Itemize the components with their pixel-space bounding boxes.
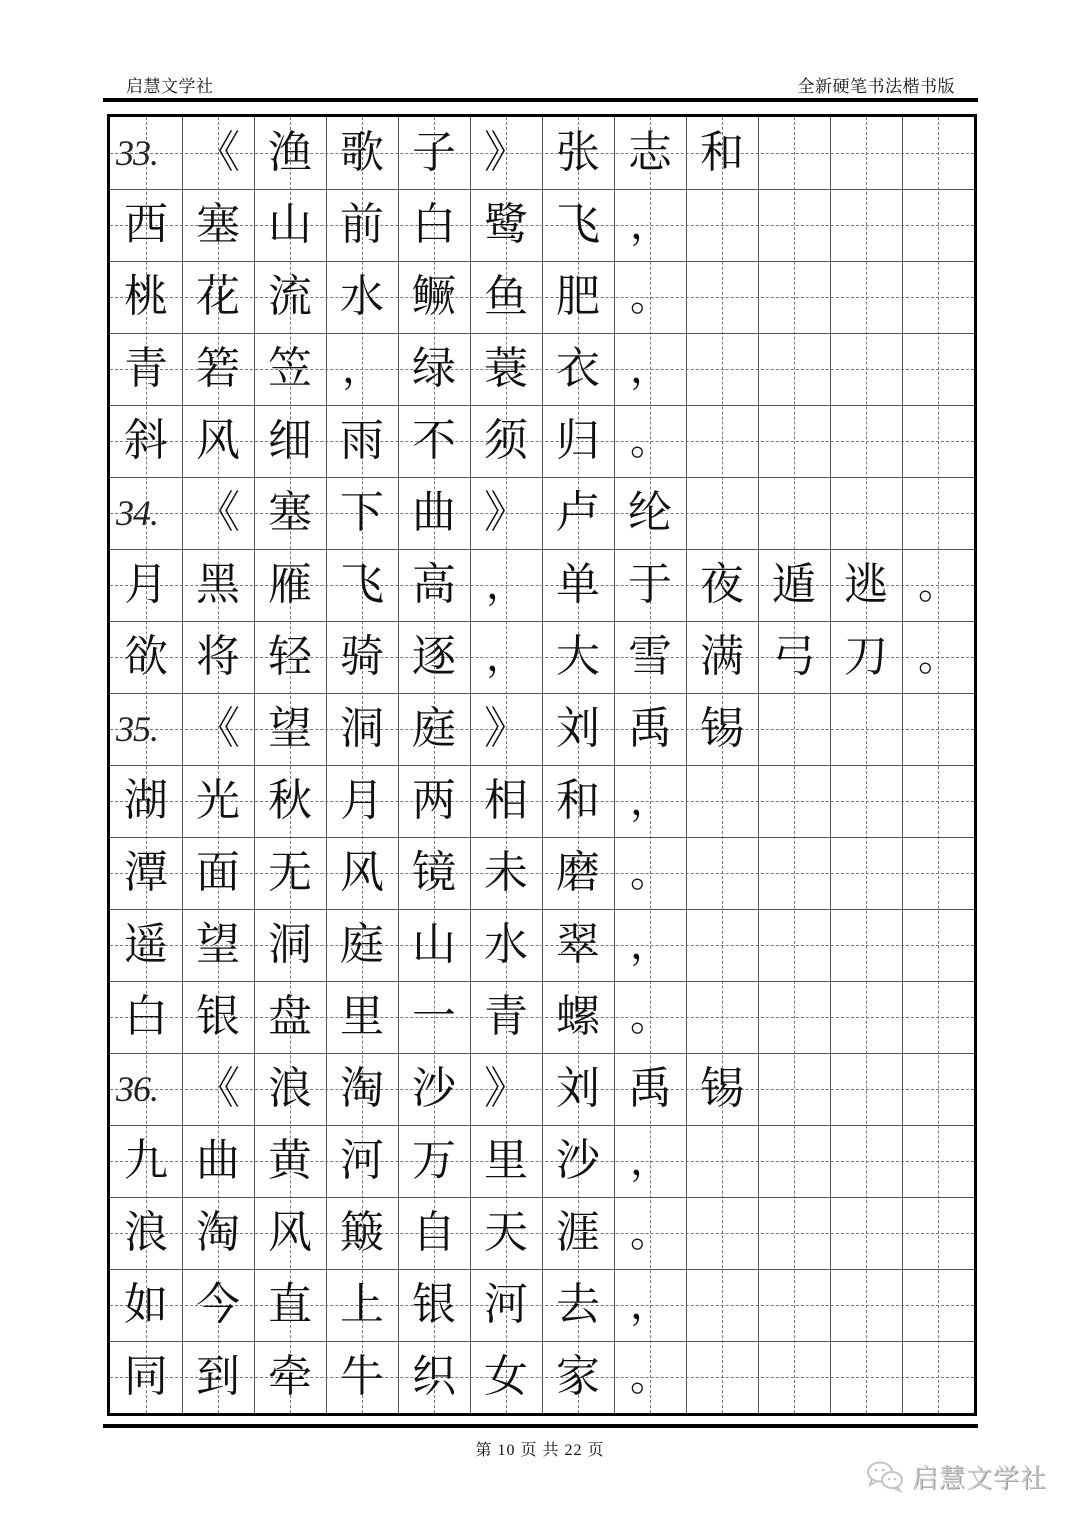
grid-cell: 大	[556, 631, 600, 682]
grid-cell: 细	[268, 415, 312, 466]
grid-cell: 锡	[700, 703, 744, 754]
grid-cell: 飞	[340, 559, 384, 610]
grid-cell: 风	[268, 1207, 312, 1258]
grid-cell: 直	[268, 1279, 312, 1330]
grid-cell: 上	[340, 1279, 384, 1330]
grid-cell: 牛	[340, 1351, 384, 1402]
grid-cell: 《	[196, 1063, 240, 1114]
grid-cell: 去	[556, 1279, 600, 1330]
grid-cell: 曲	[196, 1135, 240, 1186]
grid-cell: 。	[630, 274, 670, 320]
grid-cell: 和	[700, 127, 744, 178]
grid-cell: 西	[124, 199, 168, 250]
grid-cell: 歌	[340, 127, 384, 178]
grid-cell: 光	[196, 775, 240, 826]
grid-cell: ，	[630, 346, 670, 392]
grid-cell: 秋	[268, 775, 312, 826]
grid-cell	[686, 333, 758, 405]
watermark-text: 启慧文学社	[912, 1464, 1048, 1494]
grid-cell: 月	[340, 775, 384, 826]
poem-number: 33.	[116, 133, 158, 173]
grid-cell: 浪	[124, 1207, 168, 1258]
grid-cell: ，	[486, 562, 526, 608]
grid-cell: 满	[700, 631, 744, 682]
grid-cell: 沙	[412, 1063, 456, 1114]
grid-cell: 翠	[556, 919, 600, 970]
grid-cell: 未	[484, 847, 528, 898]
header-edition-title: 全新硬笔书法楷书版	[797, 77, 955, 97]
grid-cell: 沙	[556, 1135, 600, 1186]
grid-cell	[902, 1197, 974, 1269]
grid-cell: 河	[484, 1279, 528, 1330]
grid-cell	[902, 693, 974, 765]
grid-cell: 万	[412, 1135, 456, 1186]
grid-cell: 桃	[124, 271, 168, 322]
grid-cell	[758, 189, 830, 261]
grid-cell: ，	[630, 1282, 670, 1328]
grid-cell: 禹	[628, 1063, 672, 1114]
grid-cell: 雪	[628, 631, 672, 682]
grid-cell: 绿	[412, 343, 456, 394]
grid-cell: 两	[412, 775, 456, 826]
grid-cell	[902, 981, 974, 1053]
grid-cell: 山	[412, 919, 456, 970]
grid-cell: 雁	[268, 559, 312, 610]
grid-cell: 风	[340, 847, 384, 898]
grid-cell: 》	[484, 487, 528, 538]
grid-cell: 淘	[340, 1063, 384, 1114]
grid-cell	[758, 981, 830, 1053]
grid-cell: 。	[630, 994, 670, 1040]
grid-cell: 蓑	[484, 343, 528, 394]
grid-cell	[686, 477, 758, 549]
grid-cell: 渔	[268, 127, 312, 178]
grid-cell: 和	[556, 775, 600, 826]
grid-cell: 浪	[268, 1063, 312, 1114]
grid-cell: 庭	[340, 919, 384, 970]
grid-cell: 银	[196, 991, 240, 1042]
page-number: 第 10 页 共 22 页	[475, 1442, 605, 1459]
grid-cell: 子	[412, 127, 456, 178]
grid-cell	[902, 405, 974, 477]
grid-cell: 相	[484, 775, 528, 826]
grid-cell: 。	[918, 634, 958, 680]
grid-cell	[758, 405, 830, 477]
grid-cell: ，	[630, 778, 670, 824]
grid-cell	[830, 837, 902, 909]
grid-cell	[686, 261, 758, 333]
grid-cell: 。	[918, 562, 958, 608]
grid-cell: 青	[484, 991, 528, 1042]
grid-cell: 锡	[700, 1063, 744, 1114]
grid-cell	[686, 189, 758, 261]
grid-cell: 。	[630, 1354, 670, 1400]
grid-cell: 女	[484, 1351, 528, 1402]
grid-cell: 自	[412, 1207, 456, 1258]
grid-cell: 面	[196, 847, 240, 898]
grid-cell	[686, 1125, 758, 1197]
grid-cell: ，	[630, 1138, 670, 1184]
grid-cell	[830, 333, 902, 405]
grid-cell: 张	[556, 127, 600, 178]
grid-cell	[686, 981, 758, 1053]
practice-grid	[107, 114, 977, 1416]
grid-cell: 到	[196, 1351, 240, 1402]
grid-cell: 肥	[556, 271, 600, 322]
grid-cell: 。	[630, 418, 670, 464]
grid-cell: 湖	[124, 775, 168, 826]
grid-cell: 下	[340, 487, 384, 538]
grid-cell: ，	[630, 922, 670, 968]
grid-cell: ，	[486, 634, 526, 680]
grid-cell	[902, 189, 974, 261]
grid-cell: 高	[412, 559, 456, 610]
grid-cell: 白	[124, 991, 168, 1042]
grid-cell	[758, 765, 830, 837]
grid-cell: 飞	[556, 199, 600, 250]
grid-cell: 归	[556, 415, 600, 466]
grid-cell: 须	[484, 415, 528, 466]
grid-cell: 遁	[772, 559, 816, 610]
grid-cell: 洞	[340, 703, 384, 754]
grid-cell: 刀	[844, 631, 888, 682]
grid-cell	[830, 1053, 902, 1125]
grid-cell: 箬	[196, 343, 240, 394]
grid-cell: 轻	[268, 631, 312, 682]
grid-cell	[686, 765, 758, 837]
grid-cell: ，	[342, 346, 382, 392]
grid-cell: 纶	[628, 487, 672, 538]
grid-cell	[758, 117, 830, 189]
grid-cell: 禹	[628, 703, 672, 754]
grid-cell: 洞	[268, 919, 312, 970]
grid-cell	[902, 477, 974, 549]
grid-cell: 志	[628, 127, 672, 178]
watermark	[866, 1458, 1047, 1495]
grid-cell: 刘	[556, 703, 600, 754]
grid-cell: 》	[484, 127, 528, 178]
grid-cell	[686, 405, 758, 477]
grid-cell: 如	[124, 1279, 168, 1330]
grid-cell: 》	[484, 703, 528, 754]
grid-cell: 今	[196, 1279, 240, 1330]
header-publisher: 启慧文学社	[126, 77, 214, 97]
grid-cell	[758, 909, 830, 981]
grid-cell: 。	[630, 1210, 670, 1256]
grid-cell: 鹭	[484, 199, 528, 250]
grid-cell: 黑	[196, 559, 240, 610]
grid-cell	[830, 477, 902, 549]
grid-cell	[830, 1269, 902, 1341]
grid-cell	[830, 693, 902, 765]
grid-cell: 单	[556, 559, 600, 610]
grid-cell	[830, 981, 902, 1053]
grid-cell: 一	[412, 991, 456, 1042]
grid-cell: 河	[340, 1135, 384, 1186]
grid-cell	[686, 909, 758, 981]
grid-cell: 螺	[556, 991, 600, 1042]
grid-cell: 花	[196, 271, 240, 322]
grid-cell: 欲	[124, 631, 168, 682]
grid-cell	[758, 1269, 830, 1341]
grid-cell	[686, 1341, 758, 1413]
grid-cell: 鳜	[412, 271, 456, 322]
grid-cell	[902, 1125, 974, 1197]
grid-cell: 曲	[412, 487, 456, 538]
grid-cell: 刘	[556, 1063, 600, 1114]
grid-cell: 弓	[772, 631, 816, 682]
grid-cell: 《	[196, 703, 240, 754]
grid-cell	[902, 765, 974, 837]
grid-cell: 盘	[268, 991, 312, 1042]
grid-cell: 卢	[556, 487, 600, 538]
poem-number: 36.	[116, 1069, 158, 1109]
header-rule	[103, 98, 978, 102]
poem-number: 35.	[116, 709, 158, 749]
grid-cell	[830, 765, 902, 837]
grid-cell: 望	[196, 919, 240, 970]
grid-cell	[830, 405, 902, 477]
grid-cell: 夜	[700, 559, 744, 610]
grid-cell	[758, 1197, 830, 1269]
grid-cell: 风	[196, 415, 240, 466]
grid-cell: 天	[484, 1207, 528, 1258]
grid-cell	[758, 477, 830, 549]
grid-cell: 逃	[844, 559, 888, 610]
grid-cell: 家	[556, 1351, 600, 1402]
grid-cell	[686, 837, 758, 909]
grid-cell	[830, 189, 902, 261]
grid-cell: 里	[340, 991, 384, 1042]
grid-cell: 同	[124, 1351, 168, 1402]
grid-cell: 笠	[268, 343, 312, 394]
grid-cell	[758, 837, 830, 909]
grid-cell	[902, 333, 974, 405]
grid-cell: 水	[484, 919, 528, 970]
grid-cell	[758, 333, 830, 405]
grid-cell: 骑	[340, 631, 384, 682]
grid-cell	[758, 1341, 830, 1413]
grid-cell: 逐	[412, 631, 456, 682]
grid-cell	[902, 1341, 974, 1413]
grid-cell: 庭	[412, 703, 456, 754]
grid-cell: 织	[412, 1351, 456, 1402]
grid-cell	[830, 909, 902, 981]
grid-cell: 山	[268, 199, 312, 250]
grid-cell	[758, 1125, 830, 1197]
grid-cell: 里	[484, 1135, 528, 1186]
grid-cell: 牵	[268, 1351, 312, 1402]
grid-cell: 九	[124, 1135, 168, 1186]
grid-cell: 淘	[196, 1207, 240, 1258]
grid-cell: 无	[268, 847, 312, 898]
grid-cell: 将	[196, 631, 240, 682]
grid-cell: 前	[340, 199, 384, 250]
grid-cell: 簸	[340, 1207, 384, 1258]
grid-cell	[686, 1197, 758, 1269]
grid-cell: 斜	[124, 415, 168, 466]
grid-cell	[758, 693, 830, 765]
grid-cell: ，	[630, 202, 670, 248]
grid-cell: 塞	[268, 487, 312, 538]
grid-cell	[758, 261, 830, 333]
grid-cell: 镜	[412, 847, 456, 898]
grid-cell	[902, 1053, 974, 1125]
grid-cell: 流	[268, 271, 312, 322]
grid-cell	[902, 909, 974, 981]
grid-cell	[686, 1269, 758, 1341]
grid-cell: 黄	[268, 1135, 312, 1186]
grid-cell	[758, 1053, 830, 1125]
grid-cell: 雨	[340, 415, 384, 466]
grid-cell: 磨	[556, 847, 600, 898]
grid-cell: 遥	[124, 919, 168, 970]
grid-cell: 《	[196, 487, 240, 538]
grid-cell: 鱼	[484, 271, 528, 322]
grid-cell: 不	[412, 415, 456, 466]
grid-cell: 衣	[556, 343, 600, 394]
grid-cell	[902, 837, 974, 909]
grid-cell	[902, 1269, 974, 1341]
grid-cell: 于	[628, 559, 672, 610]
grid-cell	[830, 1197, 902, 1269]
grid-cell	[830, 1125, 902, 1197]
poem-number: 34.	[116, 493, 158, 533]
grid-cell	[830, 117, 902, 189]
grid-cell	[902, 261, 974, 333]
grid-cell: 望	[268, 703, 312, 754]
grid-cell: 《	[196, 127, 240, 178]
grid-cell: 月	[124, 559, 168, 610]
grid-cell: 潭	[124, 847, 168, 898]
grid-cell: 银	[412, 1279, 456, 1330]
grid-cell: 白	[412, 199, 456, 250]
wechat-icon	[866, 1460, 906, 1494]
grid-cell: 涯	[556, 1207, 600, 1258]
grid-cell: 青	[124, 343, 168, 394]
grid-cell	[902, 117, 974, 189]
grid-cell: 塞	[196, 199, 240, 250]
grid-cell: 。	[630, 850, 670, 896]
grid-cell: 水	[340, 271, 384, 322]
grid-cell	[830, 1341, 902, 1413]
grid-cell: 》	[484, 1063, 528, 1114]
footer-rule	[103, 1424, 978, 1428]
grid-cell	[830, 261, 902, 333]
